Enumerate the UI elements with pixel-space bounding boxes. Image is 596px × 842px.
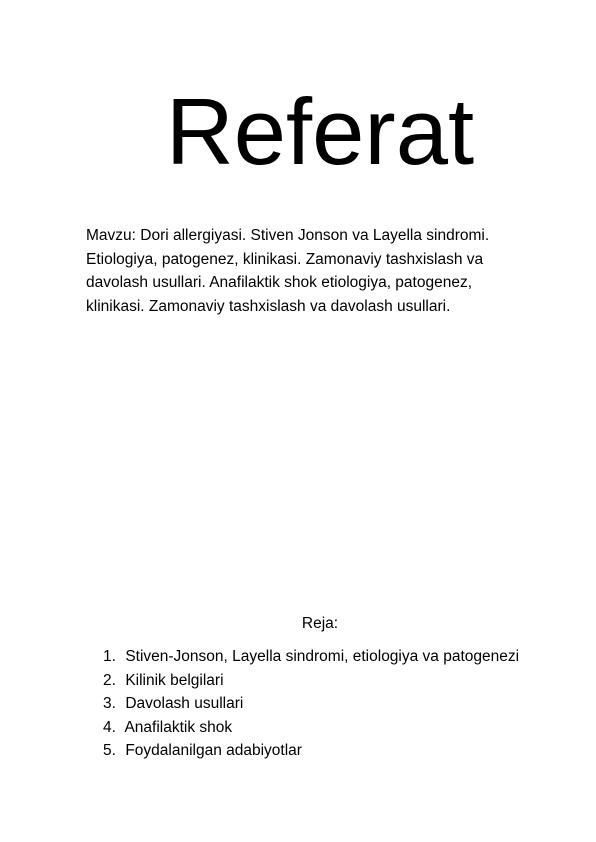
plan-item-text: Davolash usullari [125,695,244,712]
plan-item-number: 2. [103,671,116,689]
plan-item-text: Anafilaktik shok [124,718,233,736]
topic-paragraph: Mavzu: Dori allergiyasi. Stiven Jonson va Layella sindromi. Etiologiya, patogenez, klinikasi. Zamonaviy tashxislash va davolash usullari. Anafilaktik shok etiologiya, patogenez, klinikasi. Zamonaviy tashxislash va davolash usullari. [86,227,490,315]
document-title: Referat [165,79,475,184]
plan-item-text: Stiven-Jonson, Layella sindromi, etiologiya va patogenezi [125,648,520,665]
plan-item-number: 4. [103,718,116,736]
plan-item [103,645,573,669]
plan-item [103,669,573,693]
plan-item [103,739,573,763]
plan-item-number: 3. [103,695,116,712]
plan-item [103,716,573,740]
plan-item-number: 1. [103,648,116,665]
plan-heading: Reja: [301,615,339,632]
plan-item [103,692,573,716]
plan-item-text: Foydalanilgan adabiyotlar [125,742,302,759]
plan-item-text: Kilinik belgilari [125,671,224,689]
plan-list [103,645,573,763]
plan-item-number: 5. [103,742,116,759]
